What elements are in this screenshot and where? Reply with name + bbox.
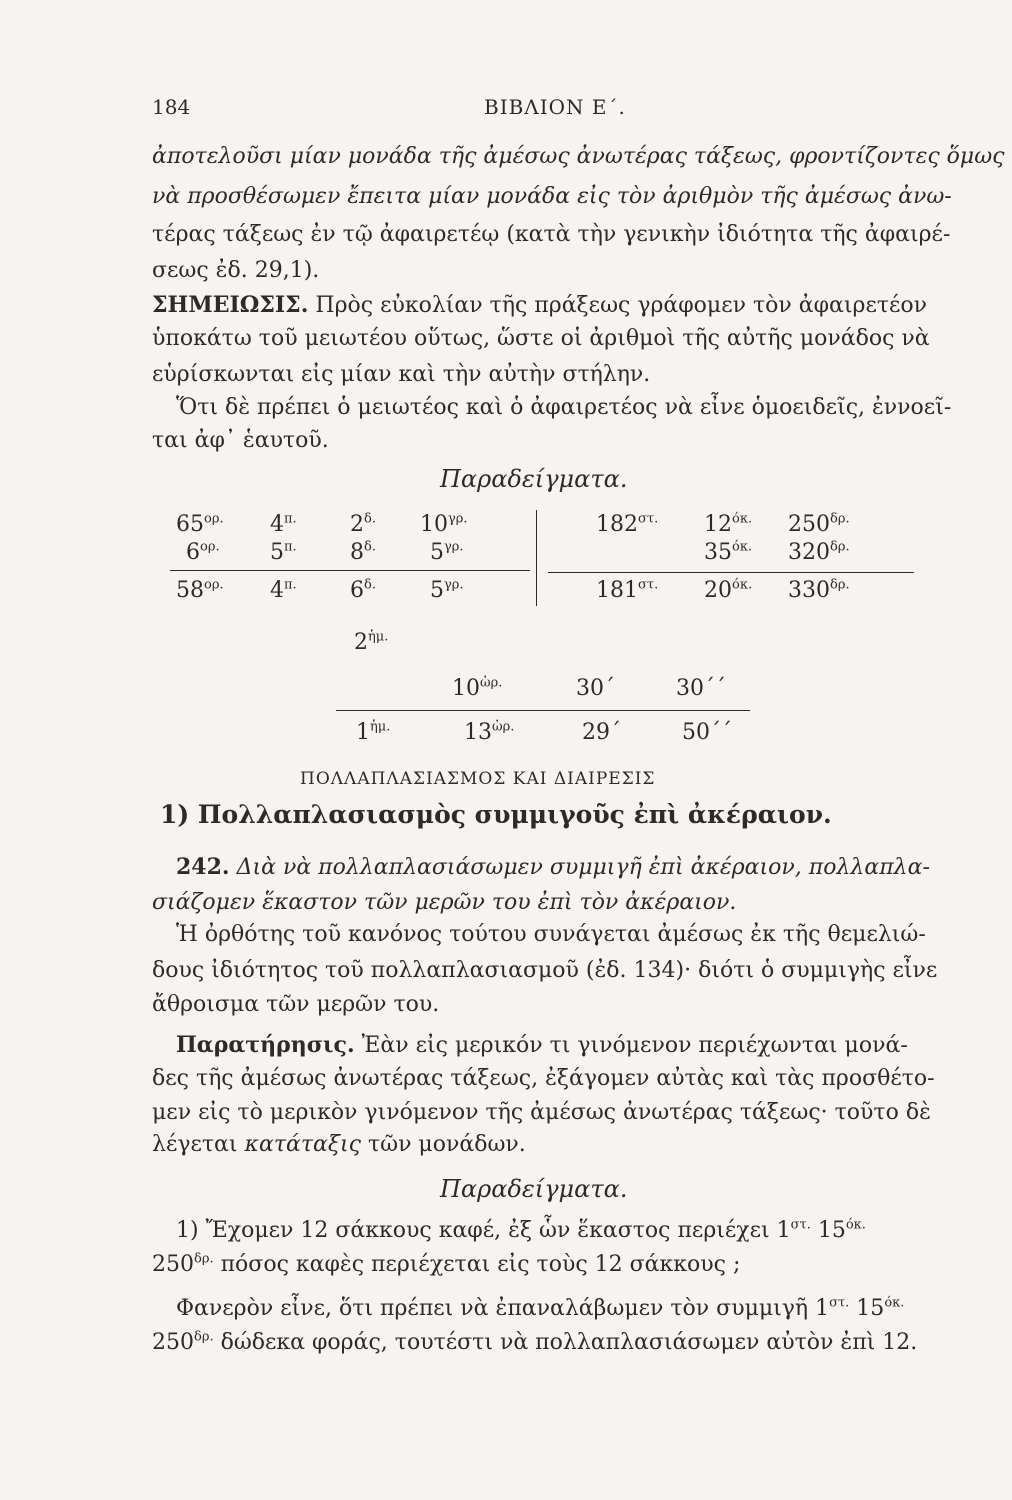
left-row-1-a: $65^{o\rho.}$ xyxy=(176,511,224,537)
proof-line-3: ἄθροισμα τῶν μερῶν του. xyxy=(152,992,440,1017)
time-result-b: $13^{ὡ\rho.}$ xyxy=(464,719,515,745)
left-result-b: $4^{\pi.}$ xyxy=(270,577,297,603)
left-result-d: $5^{\gamma\rho.}$ xyxy=(430,577,464,603)
right-row-2-b: $320^{\delta\rho.}$ xyxy=(788,539,850,565)
note-line-4: Ὅτι δὲ πρέπει ὁ μειωτέος καὶ ὁ ἀφαιρετέος νὰ εἶνε ὁμοειδεῖς, ἐννοεῖ- xyxy=(176,395,952,420)
note-line-2: ὑποκάτω τοῦ μειωτέου οὕτως, ὥστε οἱ ἀριθμοὶ τῆς αὐτῆς μονάδος νὰ xyxy=(152,326,930,351)
right-result-a: $181^{\sigma\tau.}$ xyxy=(596,577,659,603)
paragraph-242-line-1: 242. Διὰ νὰ πολλαπλασιάσωμεν συμμιγῆ ἐπὶ ἀκέραιον, πολλαπλα- xyxy=(176,854,930,880)
right-result-b: $20^{ό\kappa.}$ xyxy=(704,577,753,603)
paragraph-242-line-2: σιάζομεν ἕκαστον τῶν μερῶν του ἐπὶ τὸν ἀκέραιον. xyxy=(152,890,737,915)
time-result-c: 29΄ xyxy=(582,720,621,745)
note-block xyxy=(152,290,927,321)
left-row-2-c: $8^{\delta.}$ xyxy=(350,539,376,565)
example-1-line-2: $250^{\delta\rho.}$ πόσος καφὲς περιέχεται εἰς τοὺς 12 σάκκους ; xyxy=(152,1251,741,1277)
right-row-1-a: $182^{\sigma\tau.}$ xyxy=(596,511,659,537)
left-sum-rule xyxy=(170,570,530,571)
note-line-5: ται ἀφ᾽ ἑαυτοῦ. xyxy=(152,428,329,453)
examples-heading-1: Παραδείγματα. xyxy=(440,465,628,493)
remarks-line-1: Παρατήρησις. Ἐὰν εἰς μερικόν τι γινόμενον περιέχωνται μονά- xyxy=(176,1032,908,1058)
note-label: ΣΗΜΕΙΩΣΙΣ. xyxy=(152,292,309,318)
time-row-2-c: 30΄΄ xyxy=(676,676,726,701)
time-row-1: $2^{ἡ\mu.}$ xyxy=(354,629,389,655)
time-sum-rule xyxy=(336,710,750,711)
time-row-2-a: $10^{ὡ\rho.}$ xyxy=(452,675,503,701)
running-title: ΒΙΒΛΙΟΝ Ε΄. xyxy=(484,95,626,119)
left-row-1-c: $2^{\delta.}$ xyxy=(350,511,376,537)
remarks-line-3: μεν εἰς τὸ μερικὸν γινόμενον τῆς ἀμέσως ἀνωτέρας τάξεως· τοῦτο δὲ xyxy=(152,1100,931,1125)
left-row-2-b: $5^{\pi.}$ xyxy=(270,539,297,565)
right-row-1-c: $250^{\delta\rho.}$ xyxy=(788,511,850,537)
left-row-2-a: $6^{o\rho.}$ xyxy=(186,539,220,565)
proof-line-1: Ἡ ὀρθότης τοῦ κανόνος τούτου συνάγεται ἀμέσως ἐκ τῆς θεμελιώ- xyxy=(176,922,926,947)
paragraph-1-line-1: ἀποτελοῦσι μίαν μονάδα τῆς ἀμέσως ἀνωτέρας τάξεως, φροντίζοντες ὅμως xyxy=(152,144,1005,169)
right-sum-rule xyxy=(548,572,914,573)
time-result-a: $1^{ἡ\mu.}$ xyxy=(356,719,391,745)
remarks-line-2: δες τῆς ἀμέσως ἀνωτέρας τάξεως, ἐξάγομεν αὐτὰς καὶ τὰς προσθέτο- xyxy=(152,1066,935,1091)
examples-heading-2: Παραδείγματα. xyxy=(440,1175,628,1203)
example-1-line-3: Φανερὸν εἶνε, ὅτι πρέπει νὰ ἐπαναλάβωμεν τὸν συμμιγῆ $1^{\sigma\tau.}$ $15^{ό\kappa.}$ xyxy=(176,1295,905,1321)
note-line-1: Πρὸς εὐκολίαν τῆς πράξεως γράφομεν τὸν ἀφαιρετέον xyxy=(315,293,928,318)
example-divider xyxy=(536,510,537,606)
right-result-c: $330^{\delta\rho.}$ xyxy=(788,577,850,603)
left-result-a: $58^{o\rho.}$ xyxy=(176,577,224,603)
example-1-line-4: $250^{\delta\rho.}$ δώδεκα φοράς, τουτέστι νὰ πολλαπλασιάσωμεν αὐτὸν ἐπὶ 12. xyxy=(152,1329,918,1355)
time-row-2-b: 30΄ xyxy=(576,676,615,701)
left-result-c: $6^{\delta.}$ xyxy=(350,577,376,603)
subsection-heading: 1) Πολλαπλασιασμὸς συμμιγοῦς ἐπὶ ἀκέραιον. xyxy=(160,800,832,829)
time-result-d: 50΄΄ xyxy=(682,720,732,745)
paragraph-1-line-2: νὰ προσθέσωμεν ἔπειτα μίαν μονάδα εἰς τὸν ἀριθμὸν τῆς ἀμέσως ἀνω- xyxy=(152,184,952,209)
remarks-term: κατάταξις xyxy=(244,1132,361,1157)
paragraph-1-line-4: σεως ἐδ. 29,1). xyxy=(152,258,320,283)
page-number: 184 xyxy=(152,95,191,119)
right-row-1-b: $12^{ό\kappa.}$ xyxy=(704,511,753,537)
note-line-3: εὑρίσκωνται εἰς μίαν καὶ τὴν αὐτὴν στήλην. xyxy=(152,362,651,387)
left-row-1-d: $10^{\gamma\rho.}$ xyxy=(420,511,468,537)
paragraph-number: 242. xyxy=(176,854,230,880)
section-heading: ΠΟΛΛΑΠΛΑΣΙΑΣΜΟΣ ΚΑΙ ΔΙΑΙΡΕΣΙΣ xyxy=(300,769,656,789)
left-row-2-d: $5^{\gamma\rho.}$ xyxy=(430,539,464,565)
example-1-line-1: 1) Ἔχομεν 12 σάκκους καφέ, ἐξ ὧν ἕκαστος περιέχει $1^{\sigma\tau.}$ $15^{ό\kappa.}$ xyxy=(176,1217,866,1243)
left-row-1-b: $4^{\pi.}$ xyxy=(270,511,297,537)
right-row-2-a: $35^{ό\kappa.}$ xyxy=(704,539,753,565)
proof-line-2: δους ἰδιότητος τοῦ πολλαπλασιασμοῦ (ἐδ. 134)· διότι ὁ συμμιγὴς εἶνε xyxy=(152,958,938,983)
remarks-line-4: λέγεται κατάταξις τῶν μονάδων. xyxy=(152,1132,526,1157)
remarks-label: Παρατήρησις. xyxy=(176,1032,355,1058)
paragraph-1-line-3: τέρας τάξεως ἐν τῷ ἀφαιρετέῳ (κατὰ τὴν γενικὴν ἰδιότητα τῆς ἀφαιρέ- xyxy=(152,222,951,247)
